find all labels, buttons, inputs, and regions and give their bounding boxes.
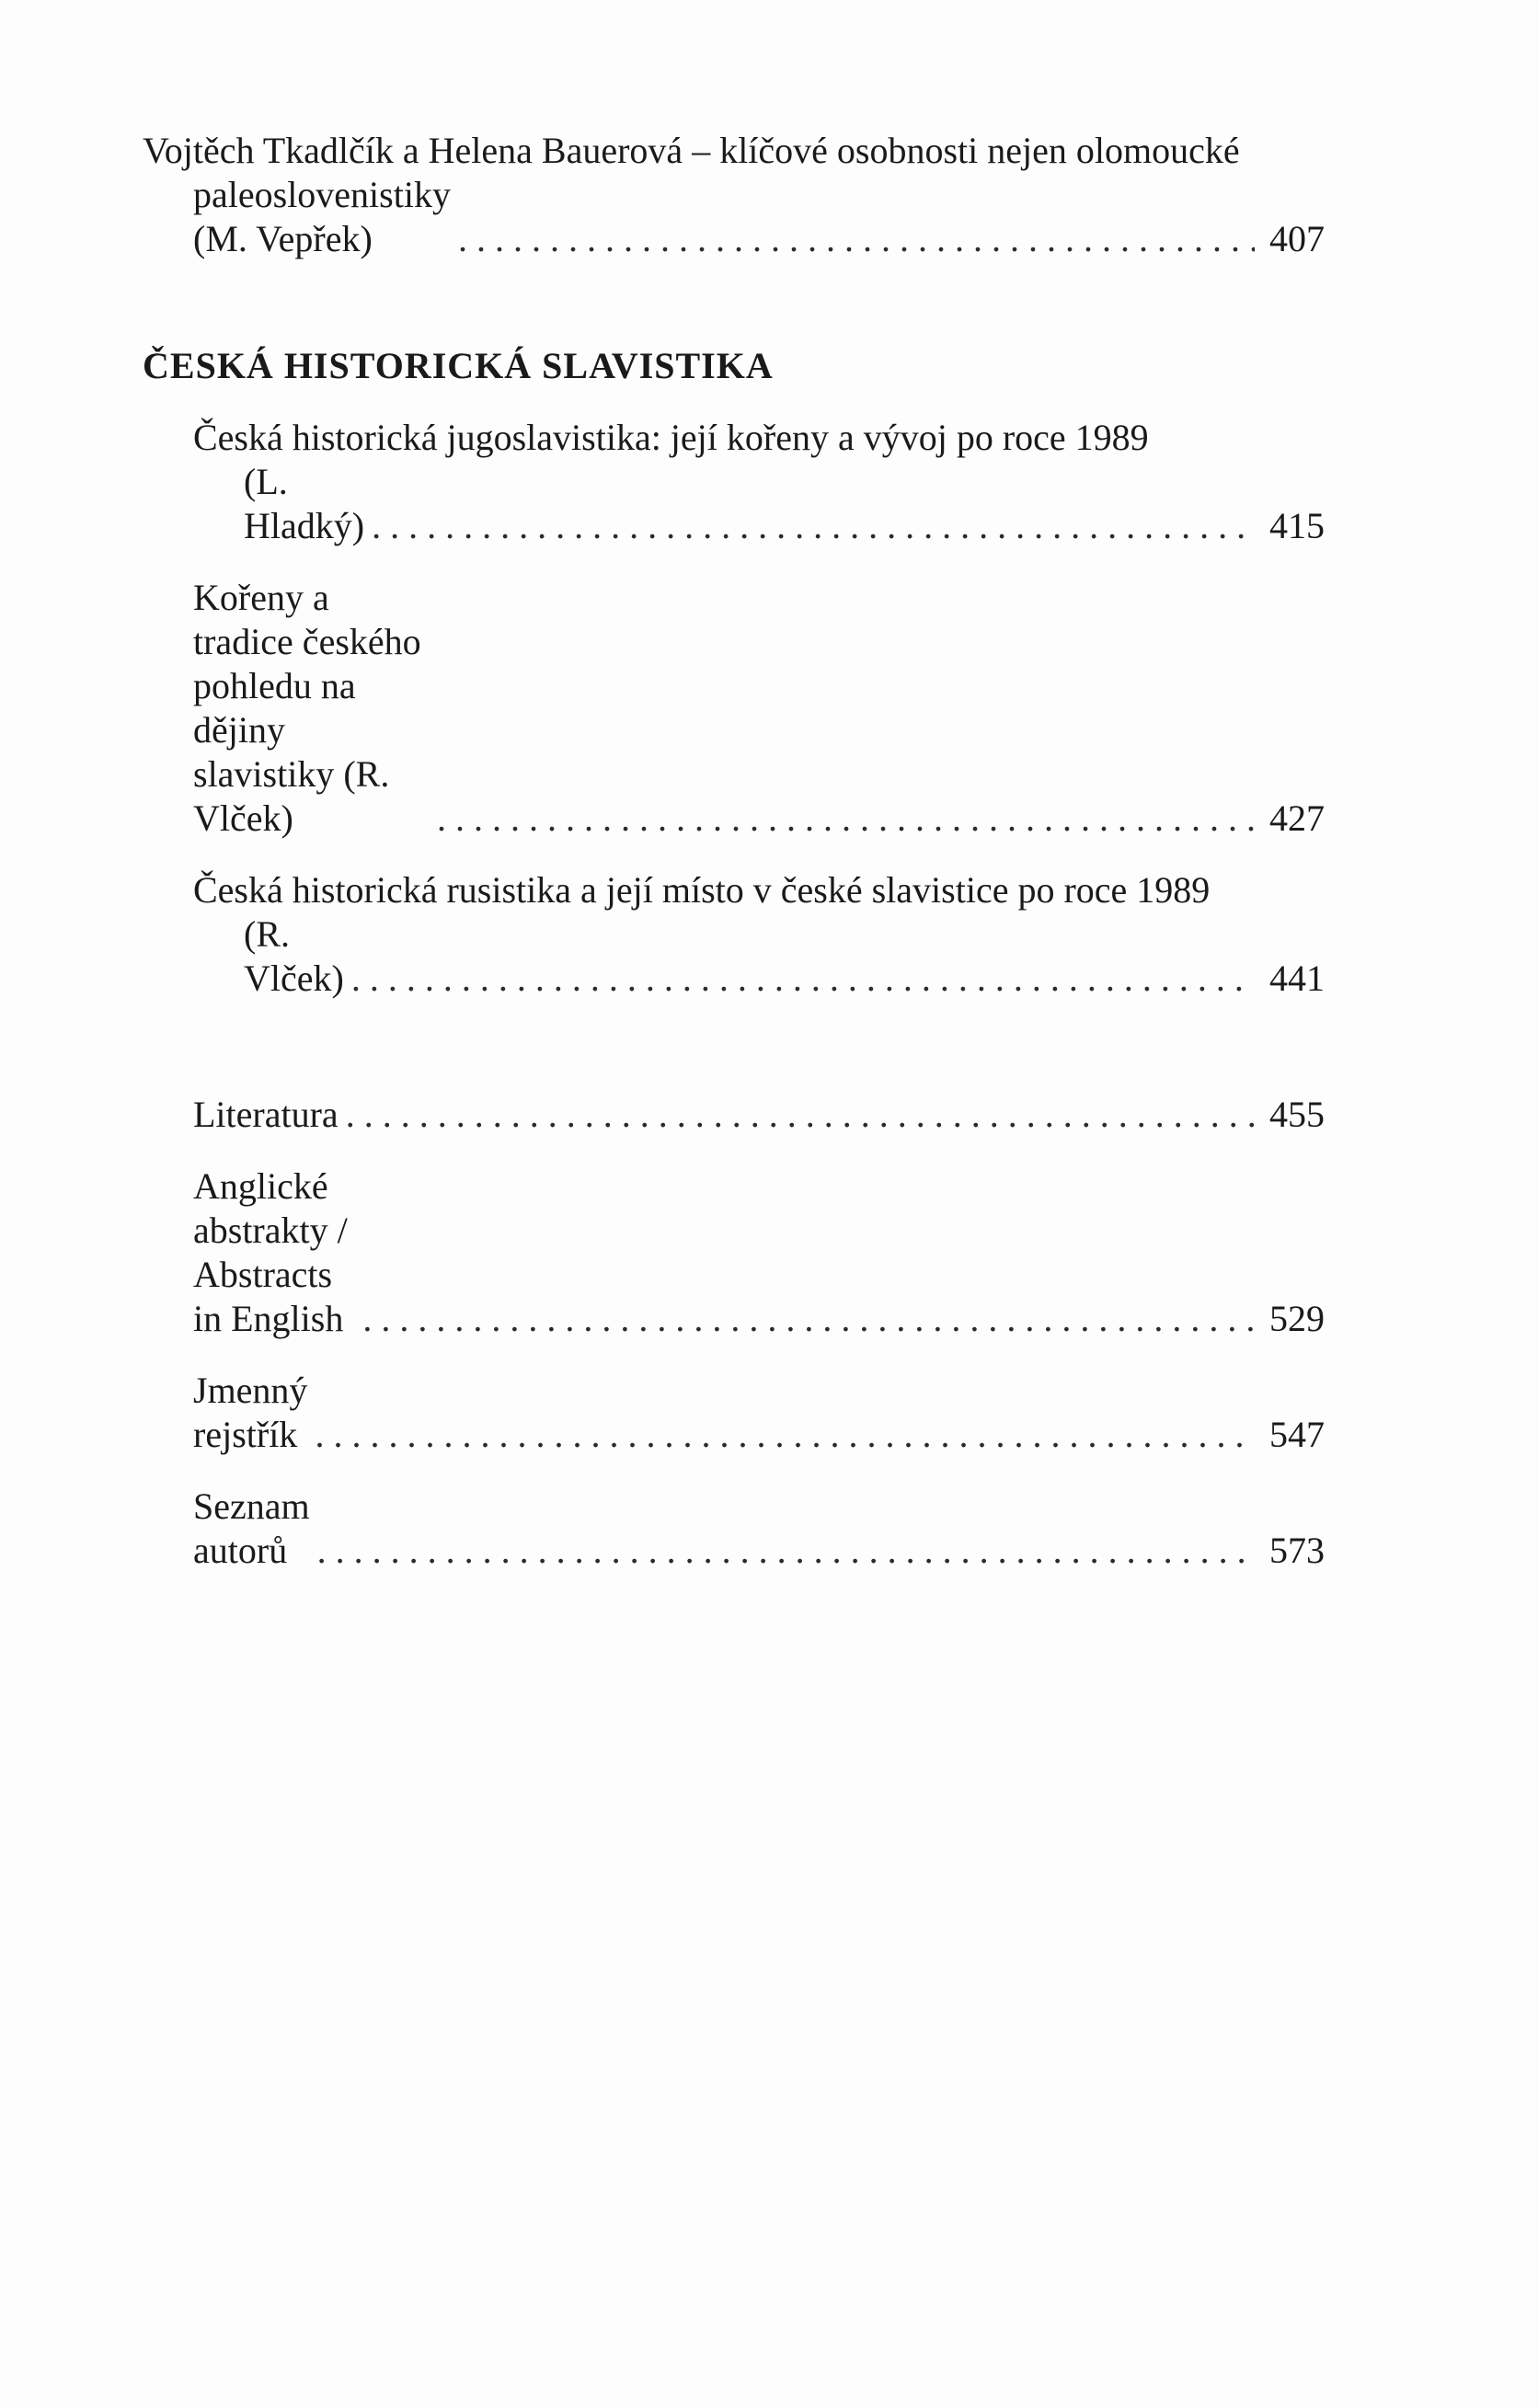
toc-page-number: 407	[1269, 218, 1325, 259]
toc-page-number: 427	[1268, 797, 1325, 839]
toc-entry-title: Kořeny a tradice českého pohledu na dějiny slavistiky (R. Vlček)	[193, 577, 421, 839]
toc-entry-title: Anglické abstrakty / Abstracts in English	[193, 1165, 348, 1339]
toc-entry-title-line1: Česká historická rusistika a její místo v české slavistice po roce 1989	[193, 869, 1211, 911]
dot-leader	[346, 1093, 1255, 1137]
toc-entry-title-line2: (R. Vlček)	[244, 913, 344, 999]
toc-entry-title-line1: Česká historická jugoslavistika: její kořeny a vývoj po roce 1989	[193, 417, 1149, 458]
toc-entry-rejstrik	[193, 1369, 1325, 1457]
toc-entry-title-line2: (L. Hladký)	[244, 461, 365, 546]
toc-page-number: 441	[1269, 957, 1325, 999]
toc-entry-title: Literatura	[193, 1094, 339, 1135]
toc-entry-title: Seznam autorů	[193, 1485, 310, 1571]
dot-leader	[458, 217, 1255, 261]
toc-entry-title-line1: Vojtěch Tkadlčík a Helena Bauerová – klíčové osobnosti nejen olomoucké	[143, 130, 1240, 171]
toc-page-number: 455	[1269, 1094, 1325, 1135]
toc-entry-title: Jmenný rejstřík	[193, 1370, 308, 1455]
toc-entry-tkadlcik-bauerova	[143, 129, 1325, 261]
toc-entry-rusistika	[193, 868, 1325, 1001]
dot-leader	[372, 504, 1255, 548]
dot-leader	[317, 1529, 1255, 1573]
spacer	[193, 1028, 1325, 1093]
toc-entry-jugoslavistika	[193, 416, 1325, 548]
toc-entry-abstrakty	[193, 1164, 1325, 1341]
toc-page-number: 547	[1269, 1414, 1325, 1455]
dot-leader	[362, 1297, 1255, 1341]
toc-entry-seznam-autoru	[193, 1485, 1325, 1573]
toc-entry-title-line2: paleoslovenistiky (M. Vepřek)	[193, 174, 451, 259]
dot-leader	[437, 797, 1255, 841]
toc-page-number: 529	[1269, 1298, 1325, 1339]
toc-entry-koreny-tradice	[193, 576, 1325, 841]
section-heading: ČESKÁ HISTORICKÁ SLAVISTIKA	[143, 345, 774, 386]
table-of-contents	[143, 129, 1325, 1600]
toc-page-number: 415	[1269, 505, 1325, 546]
dot-leader	[351, 957, 1255, 1001]
toc-entry-literatura	[193, 1093, 1325, 1137]
dot-leader	[315, 1413, 1255, 1457]
toc-page-number: 573	[1269, 1530, 1325, 1571]
